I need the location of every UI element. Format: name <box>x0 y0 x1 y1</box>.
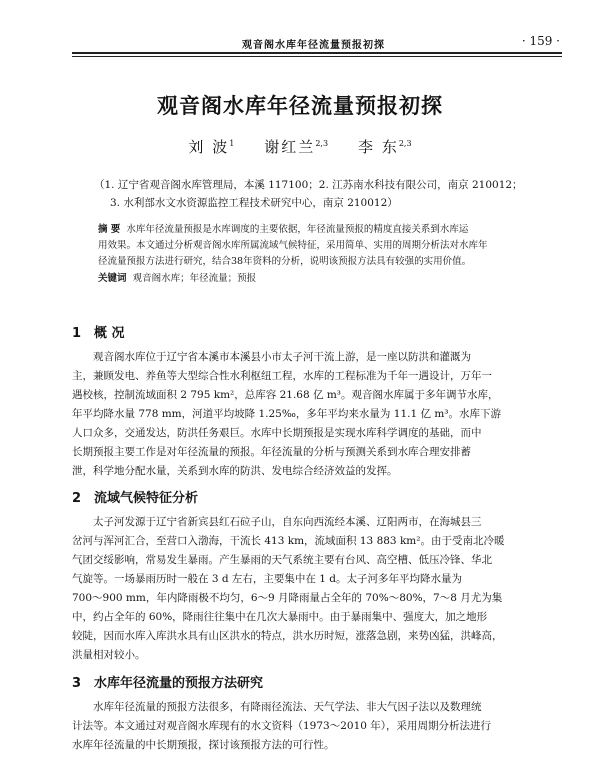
body-line: 观音阁水库位于辽宁省本溪市本溪县小市太子河干流上游，是一座以防洪和灌溉为 <box>93 351 471 363</box>
keywords-label: 关键词 <box>98 272 127 284</box>
abstract-label: 摘 要 <box>98 224 121 235</box>
body-line: 年平均降水量 778 mm，河道平均坡降 1.25‰，多年平均来水量为 11.1 亿 m³。水库下游 <box>72 408 501 420</box>
affiliations <box>94 176 558 212</box>
keywords: 观音阁水库；年径流量；预报 <box>132 272 257 284</box>
abstract-line: 水库年径流量预报是水库调度的主要依据，年径流量预报的精度直接关系到水库运 <box>126 224 469 235</box>
section-heading <box>72 672 263 691</box>
author-name: 谢红兰 <box>264 138 316 156</box>
paper-title: 观音阁水库年径流量预报初探 <box>157 94 443 118</box>
body-line: 遇校核，控制流域面积 2 795 km²，总库容 21.68 亿 m³。观音阁水库属于多年调节水库， <box>72 389 499 401</box>
running-header <box>72 36 562 54</box>
section-number: 3 <box>72 676 82 691</box>
body-line: 水库年径流量的中长期预报，探讨该预报方法的可行性。 <box>72 739 335 751</box>
section-title: 概 况 <box>94 326 125 341</box>
section-body <box>72 698 542 755</box>
body-line: 计法等。本文通过对观音阁水库现有的水文资料（1973～2010 年），采用周期分析法进行 <box>72 720 492 732</box>
header-rule <box>72 56 562 57</box>
body-line: 岔河与浑河汇合，至营口入渤海，干流长 413 km，流域面积 13 883 km²。由于受南北冷暖 <box>72 535 505 547</box>
body-line: 水库年径流量的预报方法很多，有降雨径流法、天气学法、非大气因子法以及数理统 <box>93 701 482 713</box>
section-heading <box>72 322 125 341</box>
body-line: 较陡，因而水库入库洪水具有山区洪水的特点，洪水历时短，涨落急剧，来势凶猛，洪峰高， <box>72 630 503 642</box>
author-affil-mark: 2,3 <box>398 139 412 148</box>
body-line: 太子河发源于辽宁省新宾县红石砬子山，自东向西流经本溪、辽阳两市，在海城县三 <box>93 516 482 528</box>
section-title: 水库年径流量的预报方法研究 <box>94 676 264 691</box>
author-affil-mark: 1 <box>229 139 235 148</box>
body-line: 长期预报主要工作是对年径流量的预报。年径流量的分析与预测关系到水库合理安排蓄 <box>72 446 471 458</box>
abstract <box>98 222 528 287</box>
running-title: 观音阁水库年径流量预报初探 <box>242 40 385 51</box>
body-line: 700～900 mm，年内降雨极不均匀，6～9 月降雨量占全年的 70%～80%，7～8 月尤为集 <box>72 592 503 604</box>
body-line: 气旋等。一场暴雨历时一般在 3 d 左右，主要集中在 1 d。太子河多年平均降水量为 <box>72 573 462 585</box>
affiliation-line: （1. 辽宁省观音阁水库管理局，本溪 117100；2. 江苏南水科技有限公司，南京 210012； <box>94 179 523 191</box>
body-line: 人口众多，交通发达，防洪任务艰巨。水库中长期预报是实现水库科学调度的基础，而中 <box>72 427 482 439</box>
section-body <box>72 348 542 481</box>
body-line: 中，约占全年的 60%，降雨往往集中在几次大暴雨中。由于暴雨集中、强度大，加之地形 <box>72 611 488 623</box>
body-line: 主，兼顾发电、养鱼等大型综合性水利枢纽工程，水库的工程标准为千年一遇设计，万年一 <box>72 370 492 382</box>
author-affil-mark: 2,3 <box>315 139 329 148</box>
section-number: 1 <box>72 326 82 341</box>
section-heading <box>72 487 198 506</box>
section-body <box>72 513 542 665</box>
page-number: · 159 · <box>521 34 560 48</box>
abstract-line: 径流量预报方法进行研究，结合38年资料的分析，说明该预报方法具有较强的实用价值。 <box>98 256 472 268</box>
body-line: 气团交绥影响，常易发生暴雨。产生暴雨的天气系统主要有台风、高空槽、低压冷锋、华北 <box>72 554 492 566</box>
author-list <box>0 136 600 157</box>
body-line: 洪量相对较小。 <box>72 649 146 661</box>
body-line: 泄，科学地分配水量，关系到水库的防洪、发电综合经济效益的发挥。 <box>72 465 398 477</box>
section-title: 流域气候特征分析 <box>94 491 199 506</box>
author-name: 刘 波 <box>188 138 230 156</box>
affiliation-line: 3. 水利部水文水资源监控工程技术研究中心，南京 210012） <box>110 197 398 209</box>
section-number: 2 <box>72 491 82 506</box>
author-name: 李 东 <box>358 138 399 156</box>
abstract-line: 用效果。本文通过分析观音阁水库所属流域气候特征，采用简单、实用的周期分析法对水库年 <box>98 240 488 252</box>
